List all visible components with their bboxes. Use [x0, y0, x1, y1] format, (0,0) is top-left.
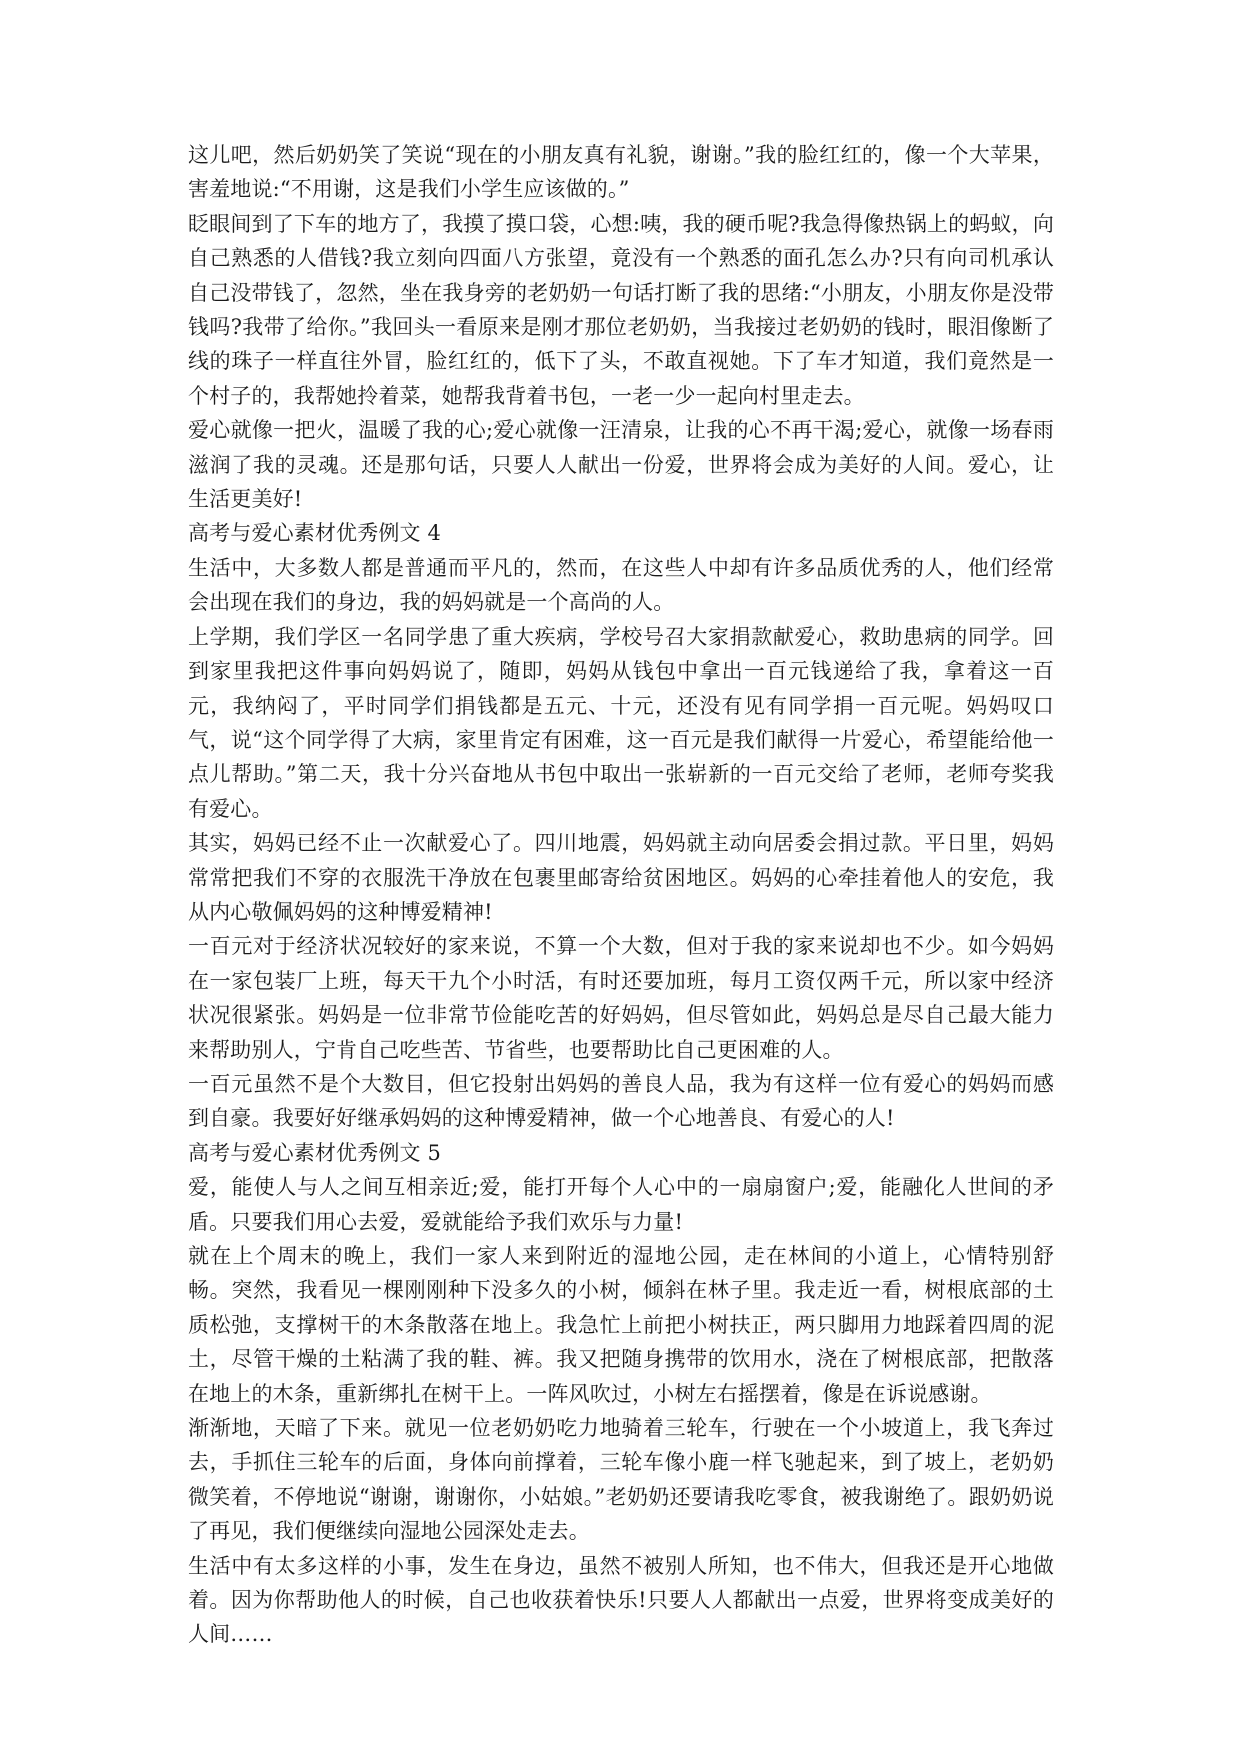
paragraph: 生活中有太多这样的小事，发生在身边，虽然不被别人所知，也不伟大，但我还是开心地做着。因为你帮助他人的时候，自己也收获着快乐!只要人人都献出一点爱，世界将变成美好的人间……	[188, 1553, 1054, 1647]
paragraph: 其实，妈妈已经不止一次献爱心了。四川地震，妈妈就主动向居委会捐过款。平日里，妈妈常常把我们不穿的衣服洗干净放在包裹里邮寄给贫困地区。妈妈的心牵挂着他人的安危，我从内心敬佩妈妈的这种博爱精神!	[188, 831, 1054, 924]
paragraph: 爱心就像一把火，温暖了我的心;爱心就像一汪清泉，让我的心不再干渴;爱心，就像一场春雨滋润了我的灵魂。还是那句话，只要人人献出一份爱，世界将会成为美好的人间。爱心，让生活更美好!	[188, 418, 1054, 512]
document-body	[188, 138, 1054, 1652]
paragraph: 这儿吧，然后奶奶笑了笑说“现在的小朋友真有礼貌，谢谢。”我的脸红红的，像一个大苹果，害羞地说:“不用谢，这是我们小学生应该做的。”	[188, 143, 1054, 202]
paragraph: 一百元对于经济状况较好的家来说，不算一个大数，但对于我的家来说却也不少。如今妈妈在一家包装厂上班，每天干九个小时活，有时还要加班，每月工资仅两千元，所以家中经济状况很紧张。妈妈是一位非常节俭能吃苦的好妈妈，但尽管如此，妈妈总是尽自己最大能力来帮助别人，宁肯自己吃些苦、节省些，也要帮助比自己更困难的人。	[188, 934, 1054, 1062]
paragraph: 眨眼间到了下车的地方了，我摸了摸口袋，心想:咦，我的硬币呢?我急得像热锅上的蚂蚁，向自己熟悉的人借钱?我立刻向四面八方张望，竟没有一个熟悉的面孔怎么办?只有向司机承认自己没带钱了，忽然，坐在我身旁的老奶奶一句话打断了我的思绪:“小朋友，小朋友你是没带钱吗?我带了给你。”我回头一看原来是刚才那位老奶奶，当我接过老奶奶的钱时，眼泪像断了线的珠子一样直往外冒，脸红红的，低下了头，不敢直视她。下了车才知道，我们竟然是一个村子的，我帮她拎着菜，她帮我背着书包，一老一少一起向村里走去。	[188, 211, 1054, 408]
paragraph: 生活中，大多数人都是普通而平凡的，然而，在这些人中却有许多品质优秀的人，他们经常会出现在我们的身边，我的妈妈就是一个高尚的人。	[188, 555, 1054, 615]
paragraph: 就在上个周末的晚上，我们一家人来到附近的湿地公园，走在林间的小道上，心情特别舒畅。突然，我看见一棵刚刚种下没多久的小树，倾斜在林子里。我走近一看，树根底部的土质松弛，支撑树干的木条散落在地上。我急忙上前把小树扶正，两只脚用力地踩着四周的泥土，尽管干燥的土粘满了我的鞋、裤。我又把随身携带的饮用水，浇在了树根底部，把散落在地上的木条，重新绑扎在树干上。一阵风吹过，小树左右摇摆着，像是在诉说感谢。	[188, 1244, 1054, 1406]
paragraph: 上学期，我们学区一名同学患了重大疾病，学校号召大家捐款献爱心，救助患病的同学。回到家里我把这件事向妈妈说了，随即，妈妈从钱包中拿出一百元钱递给了我，拿着这一百元，我纳闷了，平时同学们捐钱都是五元、十元，还没有见有同学捐一百元呢。妈妈叹口气，说“这个同学得了大病，家里肯定有困难，这一百元是我们献得一片爱心，希望能给他一点儿帮助。”第二天，我十分兴奋地从书包中取出一张崭新的一百元交给了老师，老师夸奖我有爱心。	[188, 624, 1054, 821]
paragraph: 一百元虽然不是个大数目，但它投射出妈妈的善良人品，我为有这样一位有爱心的妈妈而感到自豪。我要好好继承妈妈的这种博爱精神，做一个心地善良、有爱心的人!	[188, 1071, 1054, 1131]
section-heading: 高考与爱心素材优秀例文 5	[188, 1140, 441, 1165]
section-heading: 高考与爱心素材优秀例文 4	[188, 521, 441, 546]
paragraph: 渐渐地，天暗了下来。就见一位老奶奶吃力地骑着三轮车，行驶在一个小坡道上，我飞奔过去，手抓住三轮车的后面，身体向前撑着，三轮车像小鹿一样飞驰起来，到了坡上，老奶奶微笑着，不停地说“谢谢，谢谢你，小姑娘。”老奶奶还要请我吃零食，被我谢绝了。跟奶奶说了再见，我们便继续向湿地公园深处走去。	[188, 1416, 1054, 1544]
paragraph: 爱，能使人与人之间互相亲近;爱，能打开每个人心中的一扇扇窗户;爱，能融化人世间的矛盾。只要我们用心去爱，爱就能给予我们欢乐与力量!	[188, 1175, 1054, 1234]
